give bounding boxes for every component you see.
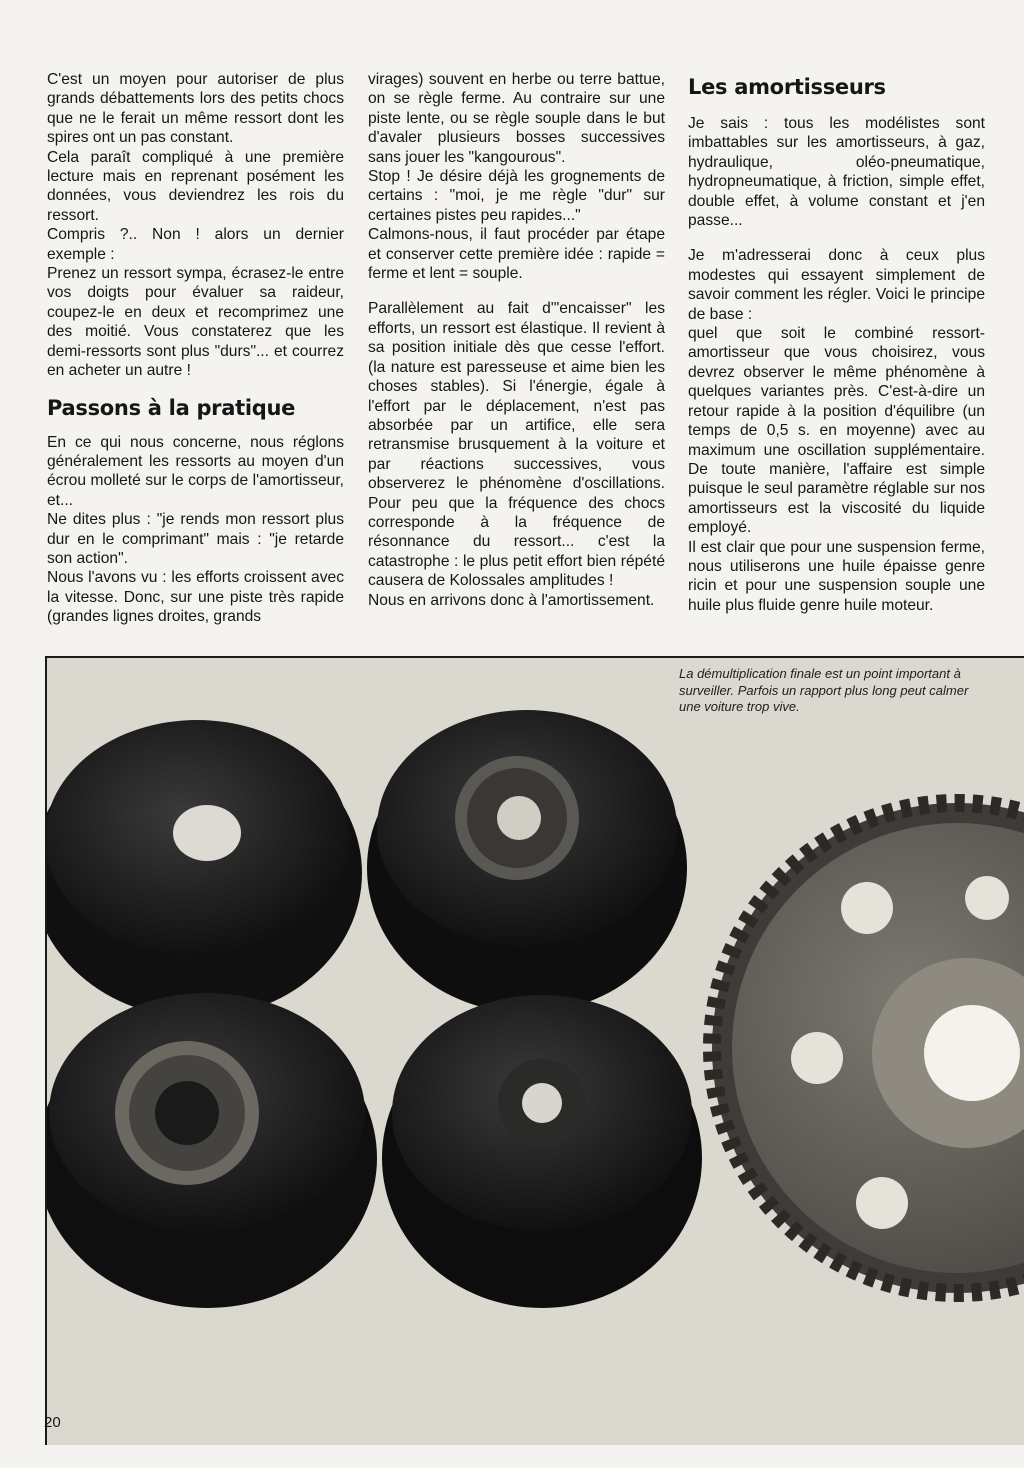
paragraph: quel que soit le combiné ressort-amortisseur que vous choisirez, vous devrez observer le même phénomène à quelques variantes près. C'est-à-dire un retour rapide à la position d'équilibre (un temps de 0,5 s. en moyenne) avec au maximum une oscillation supplémentaire. De toute manière, l'affaire est simple puisque le seul paramètre réglable sur nos amortisseurs est la viscosité du liquide employé. (688, 325, 985, 537)
paragraph: Nous l'avons vu : les efforts croissent avec la vitesse. Donc, sur une piste très rapide (grandes lignes droites, grands (47, 569, 344, 626)
paragraph: Je m'adresserai donc à ceux plus modestes qui essayent simplement de savoir comment les régler. Voici le principe de base : (688, 247, 985, 323)
paragraph: Ne dites plus : "je rends mon ressort plus dur en le comprimant" mais : "je retarde son action". (47, 511, 344, 567)
paragraph: Je sais : tous les modélistes sont imbattables sur les amortisseurs, à gaz, hydraulique, oléo-pneumatique, hydropneumatique, à friction, simple effet, double effet, à volume constant et j'en passe... (688, 115, 985, 230)
paragraph: Prenez un ressort sympa, écrasez-le entre vos doigts pour évaluer sa raideur, coupez-le en deux et recomprimez une des moitié. Vous constaterez que les demi-ressorts sont plus "durs"... et courrez en acheter un autre ! (47, 265, 344, 380)
page-number: 20 (44, 1414, 61, 1431)
paragraph: C'est un moyen pour autoriser de plus grands débattements lors des petits chocs que ne le ferait un même ressort dont les spires ont un pas constant. (47, 71, 344, 147)
paragraph: Il est clair que pour une suspension ferme, nous utiliserons une huile épaisse genre ricin et pour une suspension souple une huile plus fluide genre huile moteur. (688, 538, 985, 614)
paragraph: Calmons-nous, il faut procéder par étape et conserver cette première idée : rapide = ferme et lent = souple. (368, 226, 665, 283)
paragraph: Cela paraît compliqué à une première lecture mais en reprenant posément les données, vous deviendrez les rois du ressort. (47, 148, 344, 224)
clutch-bell-3 (47, 993, 377, 1308)
section-heading-amortisseurs: Les amortisseurs (688, 75, 886, 99)
paragraph: Nous en arrivons donc à l'amortissement. (368, 591, 655, 609)
column-2 (368, 70, 665, 610)
photo-caption: La démultiplication finale est un point important à surveiller. Parfois un rapport plus long peut calmer une voiture trop vive. (679, 666, 969, 714)
paragraph: Compris ?.. Non ! alors un dernier exemple : (47, 226, 344, 263)
gears-photo (45, 656, 1024, 1445)
gears-illustration (47, 658, 1024, 1445)
paragraph: En ce qui nous concerne, nous réglons généralement les ressorts au moyen d'un écrou molleté sur le corps de l'amortisseur, et... (47, 433, 344, 509)
paragraph: virages) souvent en herbe ou terre battue, on se règle ferme. Au contraire sur une piste lente, ou se règle souple dans le but d'avaler plusieurs bosses successives sans jouer les "kangourous". (368, 71, 665, 166)
paragraph: Parallèlement au fait d'"encaisser" les efforts, un ressort est élastique. Il revient à sa position initiale dès que cesse l'effort. (la nature est paresseuse et aime bien les choses stables). Si l'énergie, égale à l'effort par le déplacement, n'est pas absorbée par un artifice, elle sera retransmise brusquement à la voiture et par réactions successives, vous observerez le phénomène d'oscillations. Pour peu que la fréquence des chocs corresponde à la fréquence de résonnance du ressort... c'est la catastrophe : le plus petit effort bien répété causera de Kolossales amplitudes ! (368, 300, 665, 590)
clutch-bell-2 (367, 710, 687, 1013)
paragraph: Stop ! Je désire déjà les grognements de certains : "moi, je me règle "dur" sur certaines pistes peu rapides..." (368, 168, 665, 224)
clutch-bell-4 (382, 995, 702, 1308)
section-heading-pratique: Passons à la pratique (47, 395, 296, 420)
column-1 (47, 70, 344, 627)
column-3 (688, 70, 985, 615)
clutch-bell-1 (47, 720, 362, 1018)
